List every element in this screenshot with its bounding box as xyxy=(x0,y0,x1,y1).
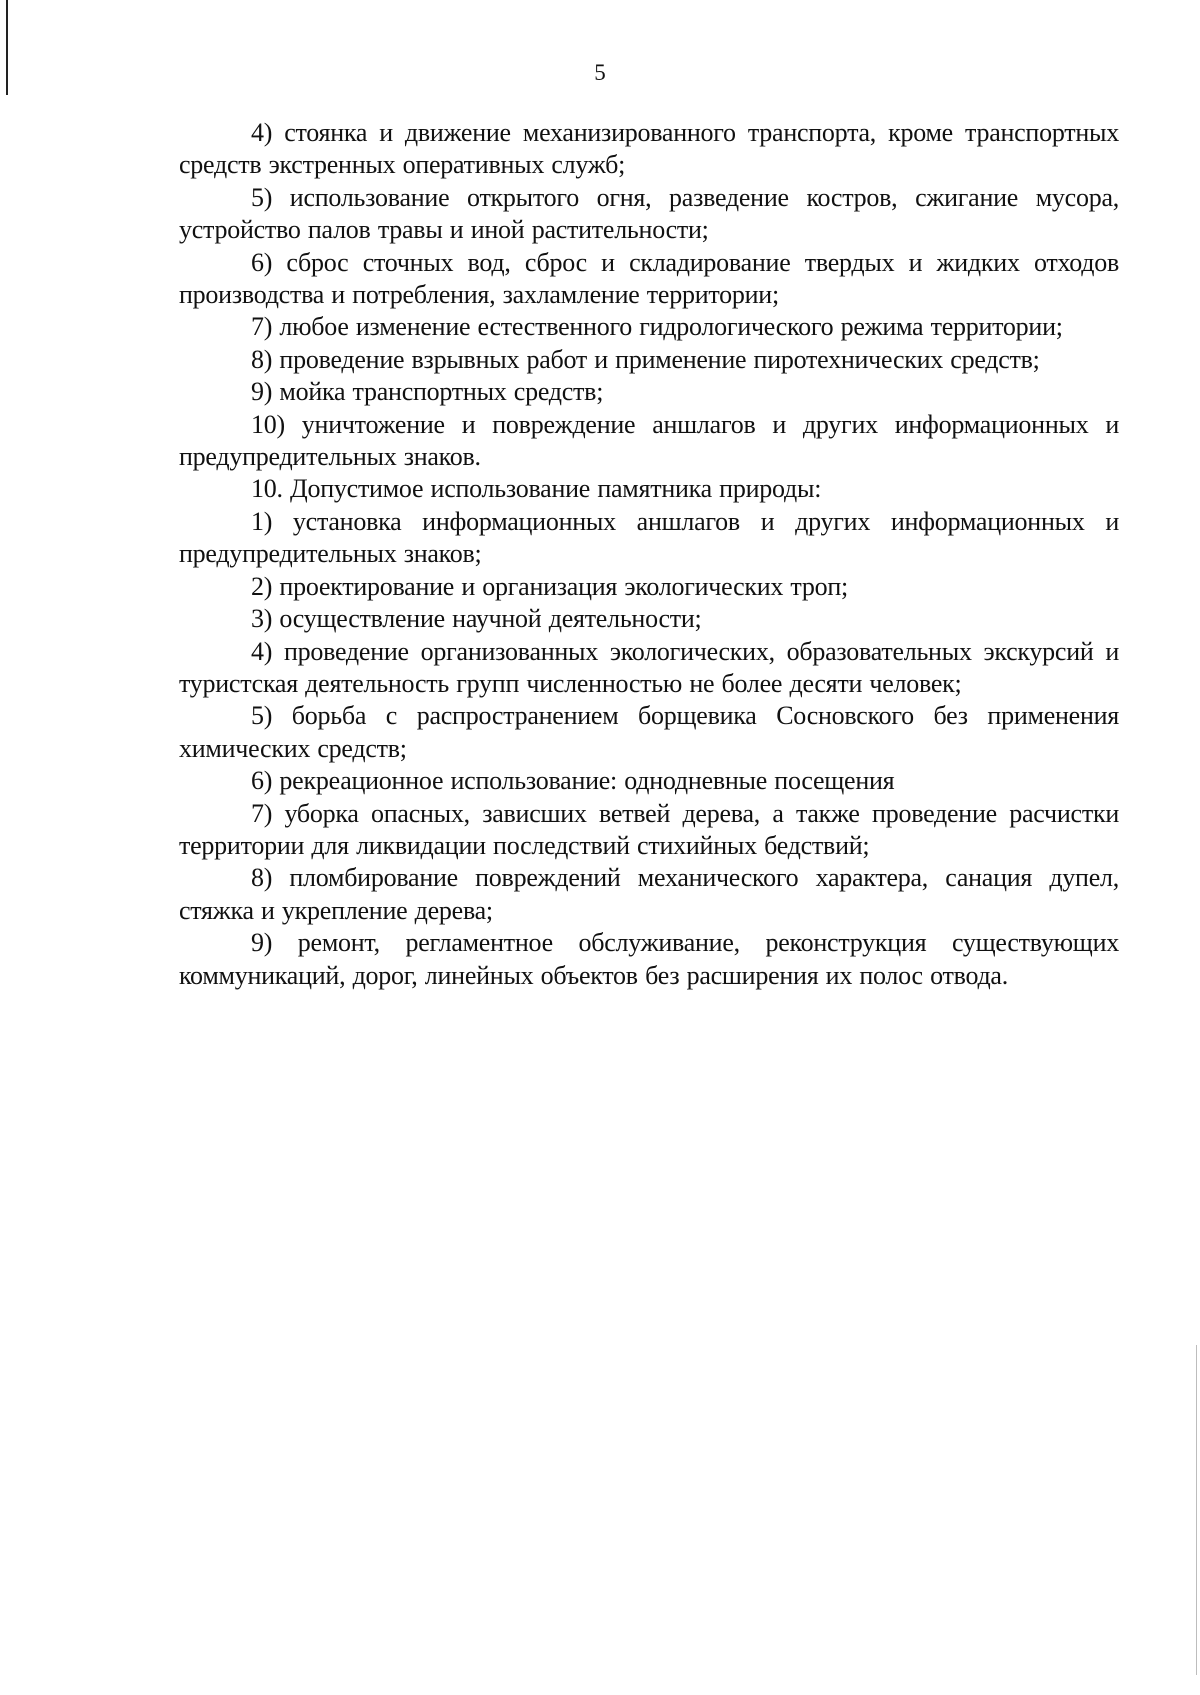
page-number: 5 xyxy=(594,60,606,85)
paragraph-prohibited-10: 10) уничтожение и повреждение аншлагов и других информационных и предупредительных знаков. xyxy=(179,409,1119,472)
paragraph-allowed-6: 6) рекреационное использование: однодневные посещения xyxy=(251,766,895,796)
document-body xyxy=(179,117,1119,992)
paragraph-prohibited-5: 5) использование открытого огня, разведение костров, сжигание мусора, устройство палов травы и иной растительности; xyxy=(179,182,1119,245)
paragraph-allowed-2: 2) проектирование и организация экологических троп; xyxy=(251,571,848,601)
paragraph-prohibited-4: 4) стоянка и движение механизированного транспорта, кроме транспортных средств экстренных оперативных служб; xyxy=(179,118,1119,180)
paragraph-allowed-3: 3) осуществление научной деятельности; xyxy=(251,604,702,634)
paragraph-prohibited-6: 6) сброс сточных вод, сброс и складирование твердых и жидких отходов производства и потребления, захламление территории; xyxy=(179,247,1119,310)
paragraph-allowed-8: 8) пломбирование повреждений механического характера, санация дупел, стяжка и укрепление дерева; xyxy=(179,863,1119,925)
scan-edge-mark xyxy=(1196,1345,1197,1675)
paragraph-allowed-7: 7) уборка опасных, зависших ветвей дерева, а также проведение расчистки территории для ликвидации последствий стихийных бедствий; xyxy=(179,798,1119,860)
paragraph-allowed-5: 5) борьба с распространением борщевика Сосновского без применения химических средств; xyxy=(179,701,1119,763)
paragraph-prohibited-8: 8) проведение взрывных работ и применение пиротехнических средств; xyxy=(251,344,1040,374)
paragraph-allowed-4: 4) проведение организованных экологических, образовательных экскурсий и туристская деятельность групп численностью не более десяти человек; xyxy=(179,636,1119,698)
paragraph-allowed-1: 1) установка информационных аншлагов и других информационных и предупредительных знаков; xyxy=(179,506,1119,569)
paragraph-allowed-9: 9) ремонт, регламентное обслуживание, реконструкция существующих коммуникаций, дорог, линейных объектов без расширения их полос отвода. xyxy=(179,928,1119,990)
section-heading-allowed-use: 10. Допустимое использование памятника природы: xyxy=(251,474,822,504)
paragraph-prohibited-7: 7) любое изменение естественного гидрологического режима территории; xyxy=(251,312,1063,342)
paragraph-prohibited-9: 9) мойка транспортных средств; xyxy=(251,377,604,407)
